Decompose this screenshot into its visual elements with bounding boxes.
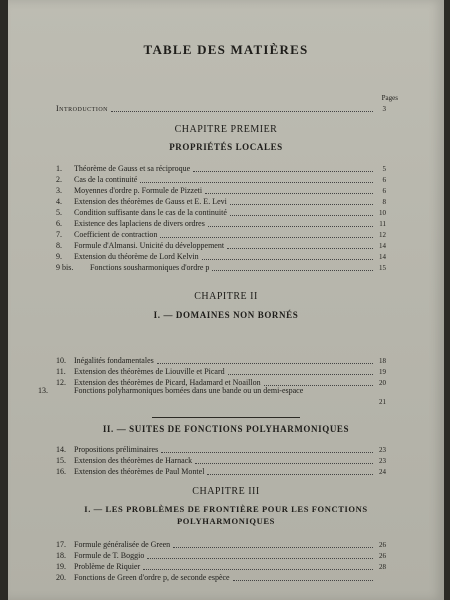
section-heading: I. — DOMAINES NON BORNÉS — [153, 310, 299, 320]
toc-entry: 13. Fonctions polyharmoniques bornées dans une bande ou un demi-espace 21 — [38, 386, 386, 406]
toc-entry: 8. Formule d'Almansi. Unicité du développement 14 — [56, 241, 386, 250]
divider — [152, 417, 300, 418]
toc-entry: 11. Extension des théorèmes de Liouville et Picard 19 — [56, 367, 386, 376]
toc-entry: 9. Extension du théorème de Lord Kelvin 14 — [56, 252, 386, 261]
page-title: TABLE DES MATIÈRES — [143, 42, 309, 57]
chapter-heading: CHAPITRE II — [194, 291, 258, 302]
section-heading-continued: POLYHARMONIQUES — [177, 516, 275, 526]
section-heading: I. — LES PROBLÈMES DE FRONTIÈRE POUR LES FONCTIONS — [84, 504, 368, 514]
book-page — [8, 0, 444, 600]
toc-entry: 7. Coefficient de contraction 12 — [56, 230, 386, 239]
section-heading: II. — SUITES DE FONCTIONS POLYHARMONIQUES — [102, 424, 350, 434]
toc-entry-introduction: Introduction 3 — [56, 104, 386, 113]
pages-column-label: Pages — [381, 94, 398, 102]
toc-entry: 15. Extension des théorèmes de Harnack 23 — [56, 456, 386, 465]
section-heading: PROPRIÉTÉS LOCALES — [169, 142, 283, 152]
toc-entry: 2. Cas de la continuité 6 — [56, 175, 386, 184]
toc-entry: 1. Théorème de Gauss et sa réciproque 5 — [56, 164, 386, 173]
chapter-heading: CHAPITRE III — [192, 486, 260, 497]
toc-entry: 14. Propositions préliminaires 23 — [56, 445, 386, 454]
toc-entry: 17. Formule généralisée de Green 26 — [56, 540, 386, 549]
toc-entry: 4. Extension des théorèmes de Gauss et E. E. Levi 8 — [56, 197, 386, 206]
toc-entry: 18. Formule de T. Boggio 26 — [56, 551, 386, 560]
toc-entry: 20. Fonctions de Green d'ordre p, de seconde espèce — [56, 573, 386, 583]
toc-entry: 10. Inégalités fondamentales 18 — [56, 356, 386, 365]
toc-entry: 5. Condition suffisante dans le cas de la continuité 10 — [56, 208, 386, 217]
toc-entry: 6. Existence des laplaciens de divers ordres 11 — [56, 219, 386, 228]
toc-entry: 16. Extension des théorèmes de Paul Montel 24 — [56, 467, 386, 476]
toc-entry: 19. Problème de Riquier 28 — [56, 562, 386, 571]
toc-entry: 3. Moyennes d'ordre p. Formule de Pizzeti 6 — [56, 186, 386, 195]
toc-entry: 12. Extension des théorèmes de Picard, Hadamard et Noaillon 20 — [56, 378, 386, 387]
chapter-heading: CHAPITRE PREMIER — [174, 124, 278, 135]
toc-entry: 9 bis. Fonctions sousharmoniques d'ordre p 15 — [56, 263, 386, 272]
